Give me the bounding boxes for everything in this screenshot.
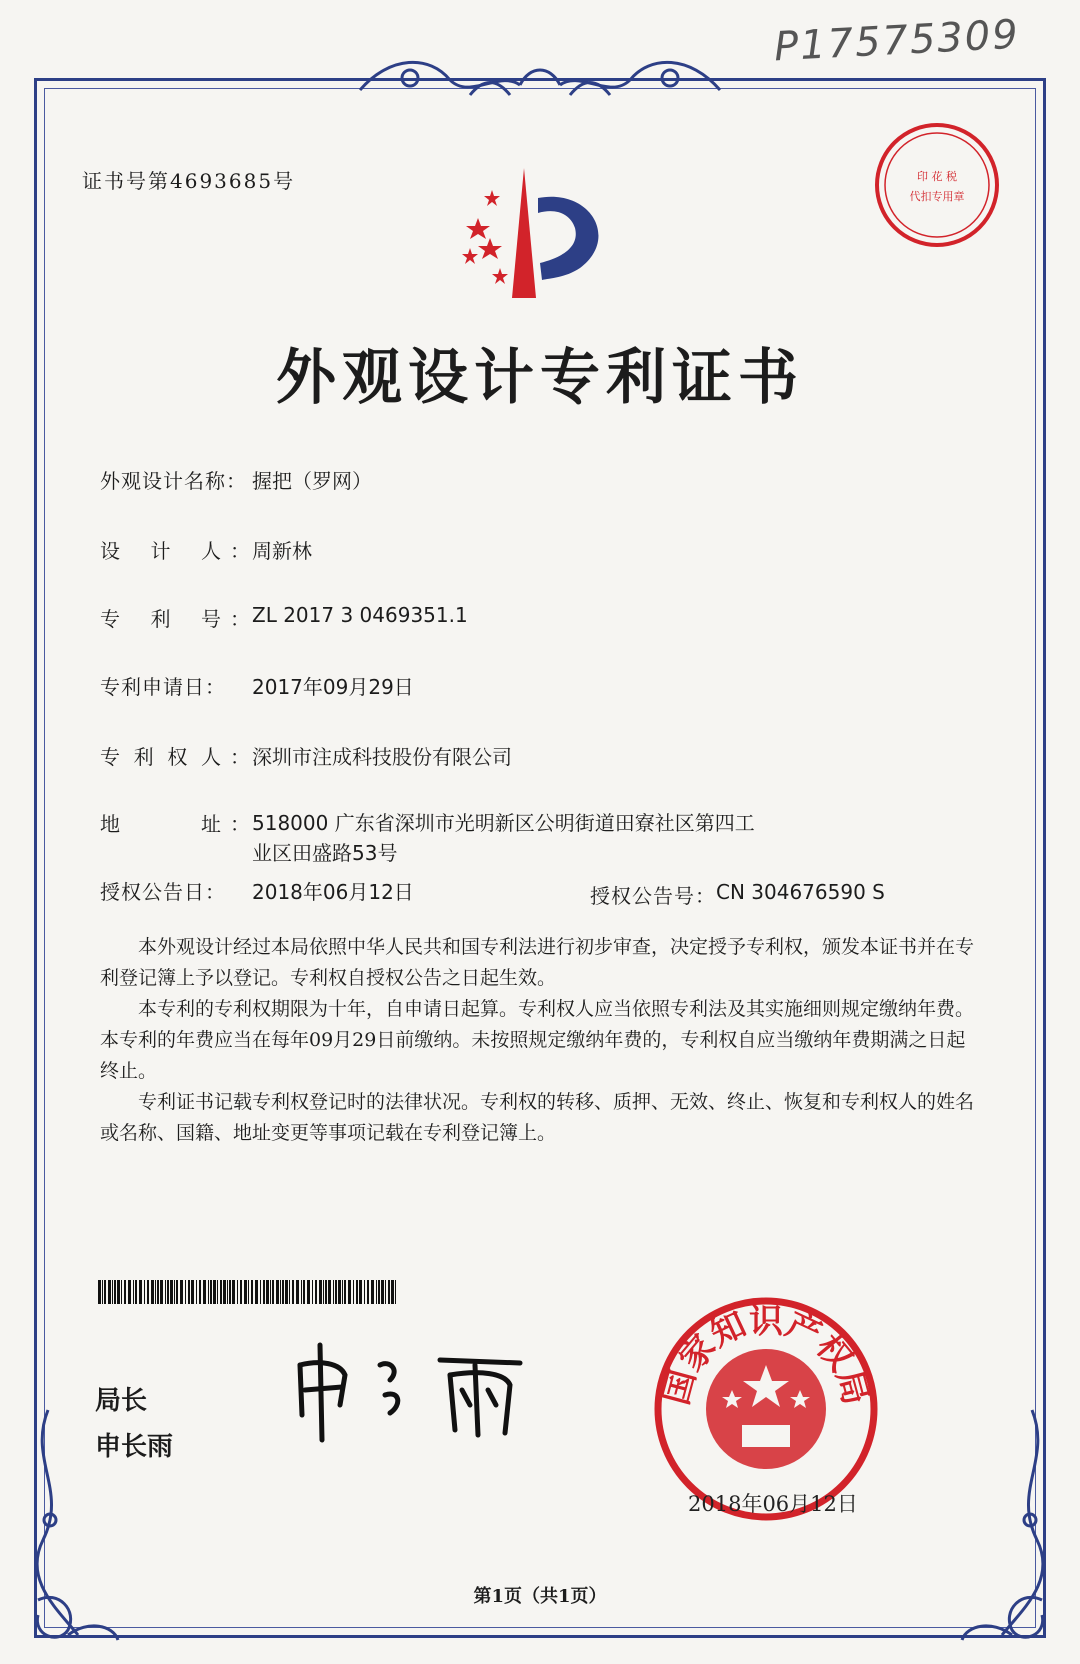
patent-office-logo-icon (450, 168, 620, 308)
paragraph: 本外观设计经过本局依照中华人民共和国专利法进行初步审查，决定授予专利权，颁发本证书并在专利登记簿上予以登记。专利权自授权公告之日起生效。 (100, 936, 975, 989)
field-patentee (100, 741, 512, 770)
seal-text: 国家知识产权局 (656, 1301, 876, 1409)
address-label (100, 808, 252, 868)
designer-label-char: 设 (100, 539, 121, 563)
patent-no-colon: ： (230, 607, 251, 631)
chief-title: 局长 (95, 1386, 148, 1416)
paragraph: 专利证书记载专利权登记时的法律状况。专利权的转移、质押、无效、终止、恢复和专利权人的姓名或名称、国籍、地址变更等事项记载在专利登记簿上。 (100, 1091, 975, 1144)
chief-name: 申长雨 (95, 1432, 174, 1462)
address-value (252, 808, 755, 868)
designer-label-char: 人 (201, 539, 222, 563)
patent-no-value: ZL 2017 3 0469351.1 (252, 603, 468, 627)
certificate-title: 外观设计专利证书 (276, 343, 804, 413)
patentee-label-char: 专 (100, 745, 121, 769)
top-ornament (350, 50, 730, 110)
designer-label-char: 计 (150, 539, 172, 563)
grant-announce-no-label: 授权公告号： (590, 884, 716, 908)
field-application-date (100, 671, 414, 700)
signature-icon (290, 1335, 540, 1445)
field-patent-no (100, 603, 468, 632)
patentee-value: 深圳市注成科技股份有限公司 (252, 745, 512, 769)
patentee-label-char: 权 (167, 745, 189, 769)
grant-announce-no-value: CN 304676590 S (716, 880, 885, 904)
design-name-value: 握把（罗网） (252, 469, 372, 493)
patentee-label (100, 741, 252, 770)
patent-no-label-char: 号 (201, 607, 222, 631)
patentee-label-char: 人 (200, 745, 222, 769)
body-text (100, 932, 980, 1149)
design-name-label: 外观设计名称： (100, 469, 247, 493)
field-designer (100, 535, 312, 564)
address-label-char: 地 (100, 812, 121, 836)
certificate-number: 证书号第4693685号 (82, 169, 296, 193)
designer-value: 周新林 (252, 539, 312, 563)
tax-stamp-seal-icon (872, 120, 1002, 250)
field-grant-announce-no (590, 880, 885, 909)
seal-date: 2018年06月12日 (688, 1492, 858, 1516)
address-line-2: 业区田盛路53号 (252, 841, 398, 865)
application-date-label: 专利申请日： (100, 675, 226, 699)
field-address (100, 808, 755, 868)
grant-announce-date-label: 授权公告日： (100, 880, 226, 904)
bottom-right-ornament (952, 1400, 1062, 1650)
designer-label (100, 535, 252, 564)
address-colon: ： (230, 812, 251, 836)
page-number: 第1页（共1页） (473, 1586, 607, 1607)
field-design-name (100, 465, 372, 494)
designer-colon: ： (230, 539, 251, 563)
paragraph: 本专利的专利权期限为十年，自申请日起算。专利权人应当依照专利法及其实施细则规定缴纳年费。本专利的年费应当在每年09月29日前缴纳。未按照规定缴纳年费的，专利权自应当缴纳年费期满之日起终止。 (100, 998, 975, 1082)
patent-no-label-char: 利 (150, 607, 172, 631)
grant-announce-date-value: 2018年06月12日 (252, 880, 414, 904)
handwritten-note: P17575309 (773, 11, 1022, 71)
patent-no-label-char: 专 (100, 607, 121, 631)
address-line-1: 518000 广东省深圳市光明新区公明街道田寮社区第四工 (252, 811, 755, 835)
patentee-label-char: 利 (133, 745, 155, 769)
patentee-colon: ： (230, 745, 251, 769)
application-date-value: 2017年09月29日 (252, 675, 414, 699)
svg-text:代扣专用章: 代扣专用章 (909, 190, 965, 203)
barcode-icon (98, 1280, 398, 1304)
chief-block (95, 1378, 173, 1470)
patent-no-label (100, 603, 252, 632)
address-label-char: 址 (201, 812, 222, 836)
svg-text:印 花 税: 印 花 税 (917, 170, 957, 183)
field-grant-announce-date (100, 876, 414, 905)
